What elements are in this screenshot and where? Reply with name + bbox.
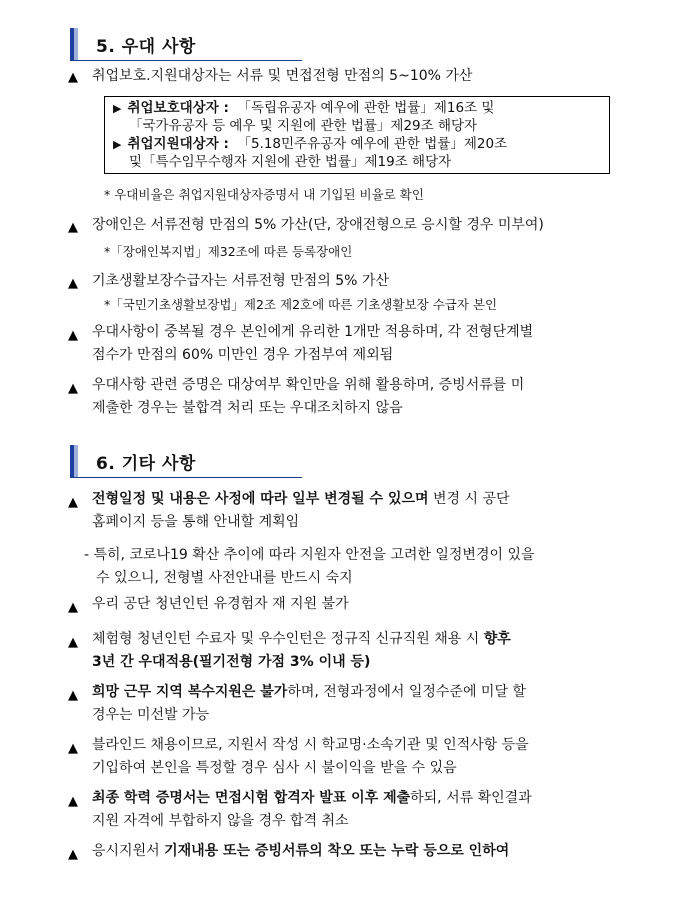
box-label-protection: 취업보호대상자 : (127, 100, 229, 116)
pref-item-2: 장애인은 서류전형 만점의 5% 가산(단, 장애전형으로 응시할 경우 미부여) (92, 217, 544, 233)
triangle-bullet-icon: ▲ (68, 495, 78, 510)
dash-note-line-2: 수 있으니, 전형별 사전안내를 반드시 숙지 (96, 570, 353, 586)
misc-item-1-text: 변경 시 공단 (428, 491, 510, 507)
misc-item-6-line-1 (92, 788, 532, 808)
misc-item-1-line-1 (92, 489, 510, 509)
misc-item-5-line-1: 블라인드 채용이므로, 지원서 작성 시 학교명·소속기관 및 인적사항 등을 (92, 737, 529, 753)
section-6-header (70, 445, 302, 478)
box-label-support: 취업지원대상자 : (127, 136, 229, 152)
note-3: *「국민기초생활보장법」제2조 제2호에 따른 기초생활보장 수급자 본인 (104, 297, 498, 312)
misc-item-7-text: 응시지원서 (92, 843, 165, 859)
box-text: 「독립유공자 예우에 관한 법률」제16조 및 (237, 100, 495, 116)
misc-item-3-emphasis: 향후 (483, 631, 511, 647)
triangle-bullet-icon: ▲ (68, 600, 78, 615)
misc-item-4-line-2: 경우는 미선발 가능 (92, 707, 210, 723)
triangle-bullet-icon: ▲ (68, 70, 78, 85)
misc-item-7-line-1 (92, 841, 509, 861)
misc-item-4-text: 하며, 전형과정에서 일정수준에 미달 할 (287, 684, 526, 700)
triangle-bullet-icon: ▲ (68, 688, 78, 703)
box-row-4: 및「특수임무수행자 지원에 관한 법률」제19조 해당자 (129, 154, 452, 170)
triangle-bullet-icon: ▲ (68, 741, 78, 756)
box-row-2: 「국가유공자 등 예우 및 지원에 관한 법률」제29조 해당자 (129, 118, 478, 134)
misc-item-3-line-1 (92, 629, 511, 649)
eligibility-box (104, 96, 610, 174)
pref-item-4-line-2: 점수가 만점의 60% 미만인 경우 가점부여 제외됨 (92, 347, 394, 363)
box-row-3 (113, 135, 507, 154)
pref-item-1: 취업보호.지원대상자는 서류 및 면접전형 만점의 5~10% 가산 (92, 68, 473, 84)
section-marker-icon (70, 445, 78, 477)
section-5-title: 5. 우대 사항 (96, 37, 196, 57)
box-row-1 (113, 99, 494, 118)
section-5-header (70, 28, 302, 61)
pref-item-5-line-1: 우대사항 관련 증명은 대상여부 확인만을 위해 활용하며, 증빙서류를 미 (92, 377, 525, 393)
note-1: * 우대비율은 취업지원대상자증명서 내 기입된 비율로 확인 (104, 187, 424, 202)
section-marker-icon (70, 28, 78, 60)
section-6-title: 6. 기타 사항 (96, 454, 196, 474)
arrow-icon: ▶ (113, 102, 122, 115)
box-text: 「5.18민주유공자 예우에 관한 법률」제20조 (237, 136, 508, 152)
pref-item-5-line-2: 제출한 경우는 불합격 처리 또는 우대조치하지 않음 (92, 400, 403, 416)
misc-item-3-text: 체험형 청년인턴 수료자 및 우수인턴은 정규직 신규직원 채용 시 (92, 631, 484, 647)
misc-item-4-emphasis: 희망 근무 지역 복수지원은 불가 (92, 684, 288, 700)
misc-item-4-line-1 (92, 682, 526, 702)
misc-item-3-line-2: 3년 간 우대적용(필기전형 가점 3% 이내 등) (92, 654, 371, 670)
triangle-bullet-icon: ▲ (68, 220, 78, 235)
misc-item-1-emphasis: 전형일정 및 내용은 사정에 따라 일부 변경될 수 있으며 (92, 491, 429, 507)
misc-item-7-emphasis: 기재내용 또는 증빙서류의 착오 또는 누락 등으로 인하여 (164, 843, 510, 859)
misc-item-5-line-2: 기입하여 본인을 특정할 경우 심사 시 불이익을 받을 수 있음 (92, 760, 457, 776)
triangle-bullet-icon: ▲ (68, 847, 78, 862)
triangle-bullet-icon: ▲ (68, 276, 78, 291)
note-2: *「장애인복지법」제32조에 따른 등록장애인 (104, 244, 353, 259)
triangle-bullet-icon: ▲ (68, 381, 78, 396)
misc-item-2: 우리 공단 청년인턴 유경험자 재 지원 불가 (92, 596, 349, 612)
misc-item-6-line-2: 지원 자격에 부합하지 않을 경우 합격 취소 (92, 813, 349, 829)
pref-item-3: 기초생활보장수급자는 서류전형 만점의 5% 가산 (92, 273, 389, 289)
misc-item-1-line-2: 홈페이지 등을 통해 안내할 계획임 (92, 514, 300, 530)
triangle-bullet-icon: ▲ (68, 328, 78, 343)
triangle-bullet-icon: ▲ (68, 635, 78, 650)
triangle-bullet-icon: ▲ (68, 794, 78, 809)
dash-note-line-1: - 특히, 코로나19 확산 추이에 따라 지원자 안전을 고려한 일정변경이 있을 (84, 547, 535, 563)
pref-item-4-line-1: 우대사항이 중복될 경우 본인에게 유리한 1개만 적용하며, 각 전형단계별 (92, 324, 534, 340)
misc-item-6-emphasis: 최종 학력 증명서는 면접시험 합격자 발표 이후 제출 (92, 790, 411, 806)
misc-item-6-text: 하되, 서류 확인결과 (410, 790, 532, 806)
arrow-icon: ▶ (113, 138, 122, 151)
